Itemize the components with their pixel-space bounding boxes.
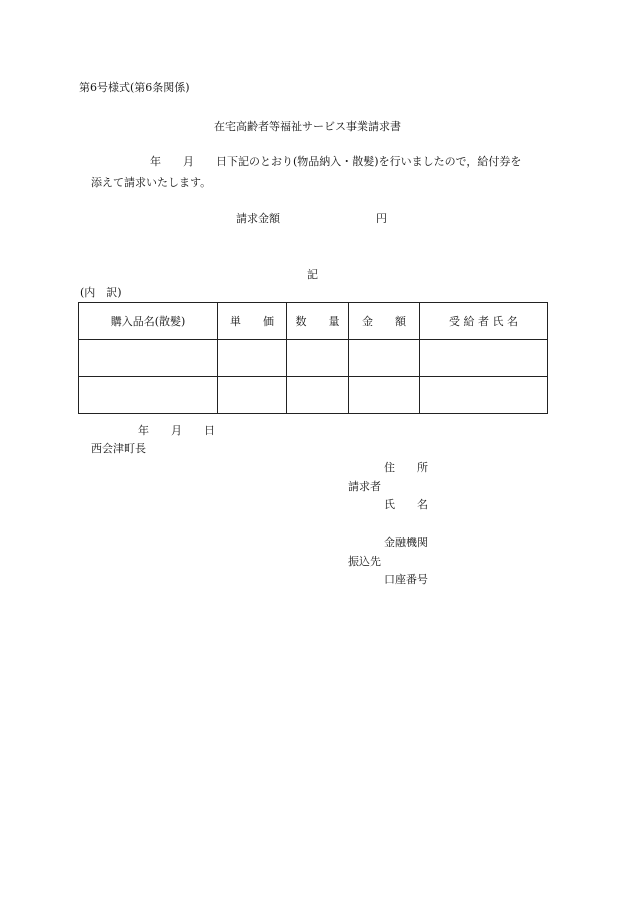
name-label: 氏 名 [384,498,428,511]
form-number: 第6号様式(第6条関係) [79,81,190,94]
table-cell[interactable] [420,340,548,377]
header-quantity: 数 量 [287,303,349,340]
table-cell[interactable] [349,377,420,414]
table-header-row [79,303,548,340]
items-table [78,302,548,414]
requester-label: 請求者 [348,480,381,493]
footer-date [138,424,215,438]
bank-label: 金融機関 [384,536,428,549]
address-label: 住 所 [384,461,428,474]
intro-continuation: 添えて請求いたします。 [91,176,212,189]
table-row [79,377,548,414]
table-cell[interactable] [218,377,287,414]
intro-year: 年 [150,155,161,168]
table-cell[interactable] [287,340,349,377]
header-recipient-name: 受 給 者 氏 名 [420,303,548,340]
table-cell[interactable] [287,377,349,414]
addressee: 西会津町長 [91,442,146,455]
ki-heading: 記 [307,268,318,281]
intro-line [150,155,521,169]
footer-day: 日 [204,424,215,437]
table-cell[interactable] [79,377,218,414]
table-cell[interactable] [349,340,420,377]
table-cell[interactable] [420,377,548,414]
footer-year: 年 [138,424,149,437]
footer-month: 月 [171,424,182,437]
amount-unit: 円 [376,212,387,225]
intro-month: 月 [183,155,194,168]
document-title: 在宅高齢者等福祉サービス事業請求書 [214,120,401,133]
header-item: 購入品名(散髪) [79,303,218,340]
table-cell[interactable] [218,340,287,377]
transfer-label: 振込先 [348,555,381,568]
account-number-label: 口座番号 [384,573,428,586]
header-amount: 金 額 [349,303,420,340]
intro-text: 日下記のとおり(物品納入・散髪)を行いましたので，給付券を [216,155,522,168]
table-row [79,340,548,377]
amount-label: 請求金額 [236,212,280,225]
header-unit-price: 単 価 [218,303,287,340]
breakdown-label: (内 訳) [80,286,122,299]
table-cell[interactable] [79,340,218,377]
